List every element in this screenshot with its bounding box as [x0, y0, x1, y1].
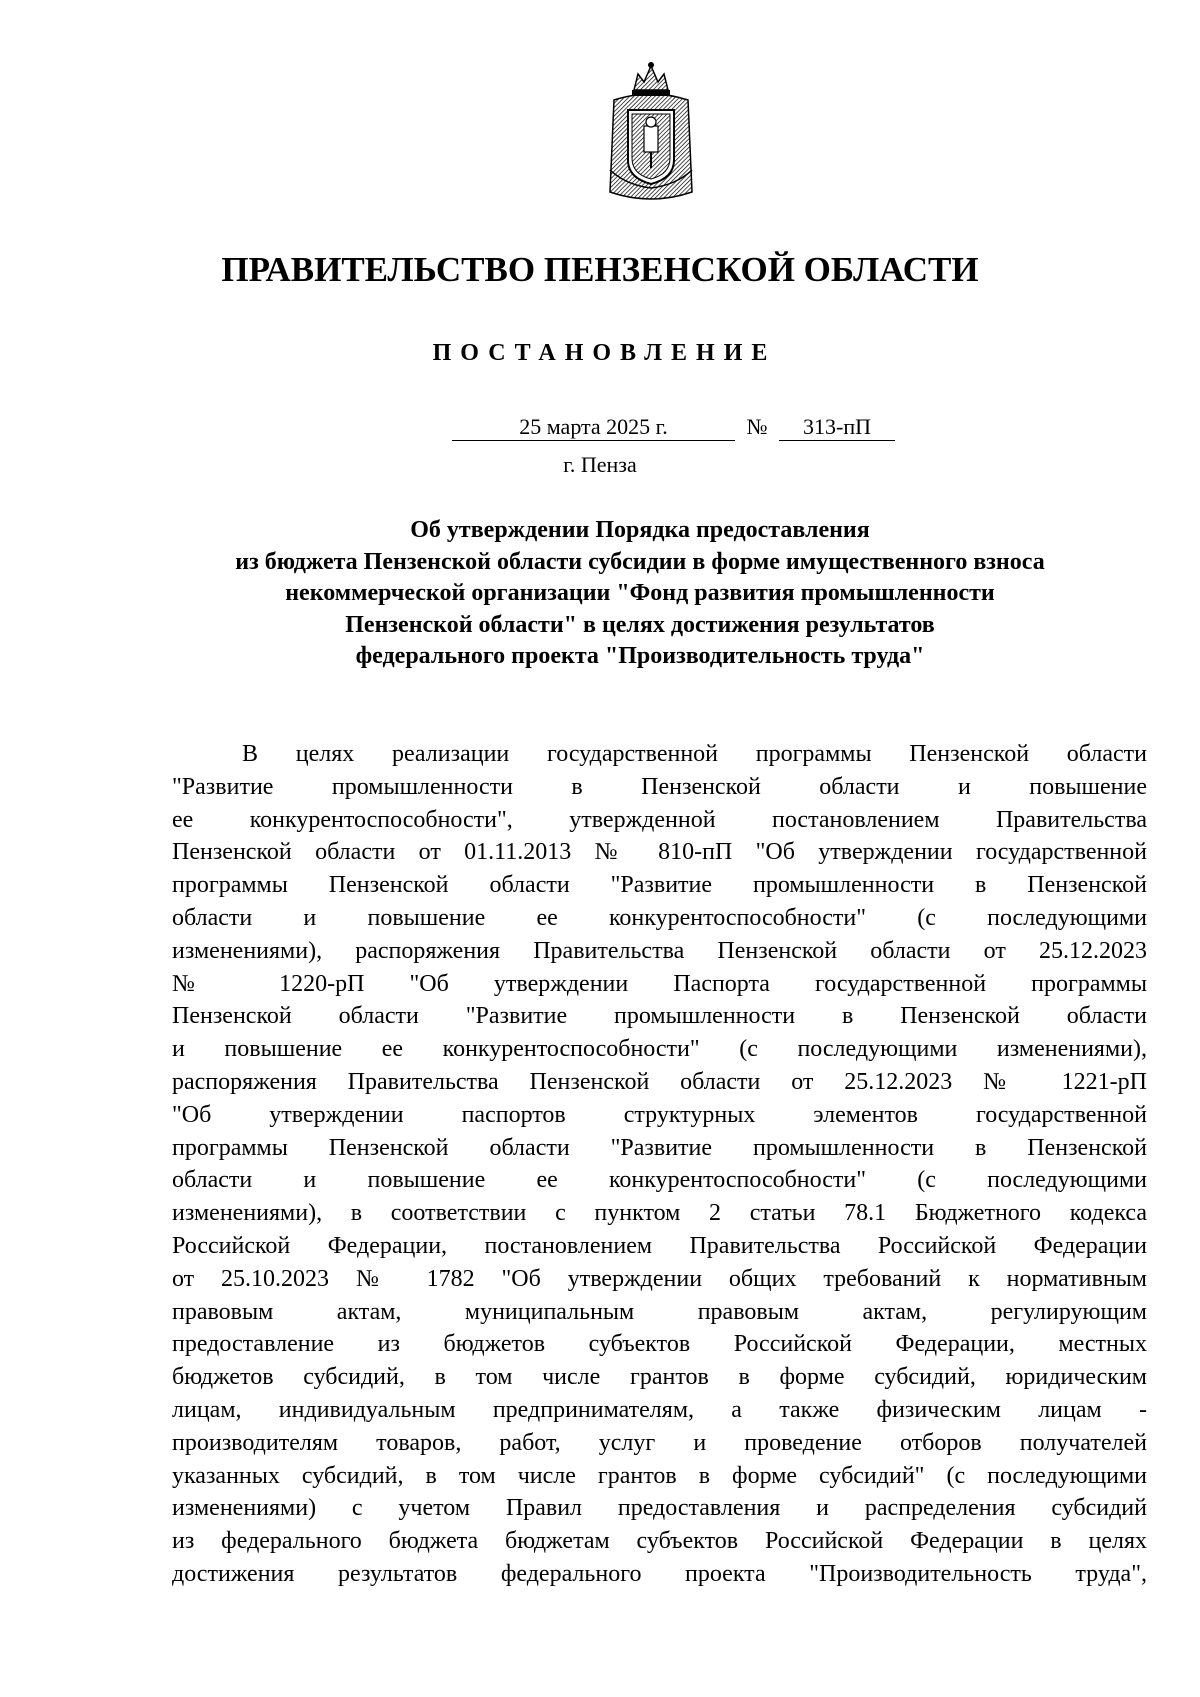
body-line: Российской Федерации, постановлением Правительства Российской Федерации	[172, 1232, 1147, 1259]
title-line: некоммерческой организации "Фонд развития промышленности	[285, 580, 995, 606]
body-line: ее конкурентоспособности", утвержденной постановлением Правительства	[172, 806, 1147, 833]
body-line: из федерального бюджета бюджетам субъектов Российской Федерации в целях	[172, 1528, 1147, 1555]
document-title	[160, 515, 1120, 673]
penza-coat-of-arms-icon	[606, 60, 696, 205]
document-body	[172, 738, 1147, 1591]
document-city: г. Пенза	[563, 452, 637, 477]
body-line: распоряжения Правительства Пензенской области от 25.12.2023 № 1221-рП	[172, 1068, 1147, 1095]
body-line: от 25.10.2023 № 1782 "Об утверждении общих требований к нормативным	[172, 1265, 1147, 1292]
body-line: указанных субсидий, в том числе грантов в форме субсидий" (с последующими	[172, 1462, 1147, 1489]
body-line: правовым актам, муниципальным правовым актам, регулирующим	[172, 1298, 1147, 1325]
title-line: Об утверждении Порядка предоставления	[410, 517, 870, 543]
body-line: программы Пензенской области "Развитие промышленности в Пензенской	[172, 1134, 1147, 1161]
body-line: и повышение ее конкурентоспособности" (с последующими изменениями),	[172, 1036, 1147, 1063]
body-line: бюджетов субсидий, в том числе грантов в форме субсидий, юридическим	[172, 1364, 1147, 1391]
body-line: изменениями) с учетом Правил предоставления и распределения субсидий	[172, 1495, 1147, 1522]
body-line: Пензенской области от 01.11.2013 № 810-пП "Об утверждении государственной	[172, 839, 1147, 866]
body-line: области и повышение ее конкурентоспособности" (с последующими	[172, 1167, 1147, 1194]
body-line: "Развитие промышленности в Пензенской области и повышение	[172, 773, 1147, 800]
body-line: Пензенской области "Развитие промышленности в Пензенской области	[172, 1003, 1147, 1030]
body-line: "Об утверждении паспортов структурных элементов государственной	[172, 1101, 1147, 1128]
body-line: предоставление из бюджетов субъектов Российской Федерации, местных	[172, 1331, 1147, 1358]
body-line: изменениями), в соответствии с пунктом 2 статьи 78.1 Бюджетного кодекса	[172, 1200, 1147, 1227]
body-line: производителям товаров, работ, услуг и проведение отборов получателей	[172, 1429, 1147, 1456]
organization-title: ПРАВИТЕЛЬСТВО ПЕНЗЕНСКОЙ ОБЛАСТИ	[221, 250, 979, 289]
document-type-heading: ПОСТАНОВЛЕНИЕ	[432, 340, 777, 366]
body-line: программы Пензенской области "Развитие промышленности в Пензенской	[172, 872, 1147, 899]
body-line: В целях реализации государственной программы Пензенской области	[242, 741, 1147, 767]
body-line: изменениями), распоряжения Правительства Пензенской области от 25.12.2023	[172, 937, 1147, 964]
body-line: лицам, индивидуальным предпринимателям, а также физическим лицам -	[172, 1396, 1147, 1423]
document-number: 313-пП	[779, 414, 895, 441]
title-line: Пензенской области" в целях достижения результатов	[345, 611, 935, 638]
title-line: из бюджета Пензенской области субсидии в форме имущественного взноса	[235, 548, 1045, 575]
body-line: достижения результатов федерального проекта "Производительность труда",	[172, 1560, 1147, 1587]
document-date: 25 марта 2025 г.	[452, 414, 735, 441]
body-line: № 1220-рП "Об утверждении Паспорта государственной программы	[172, 970, 1147, 997]
body-line: области и повышение ее конкурентоспособности" (с последующими	[172, 904, 1147, 931]
number-sign: №	[746, 414, 768, 439]
title-line: федерального проекта "Производительность труда"	[355, 643, 925, 669]
